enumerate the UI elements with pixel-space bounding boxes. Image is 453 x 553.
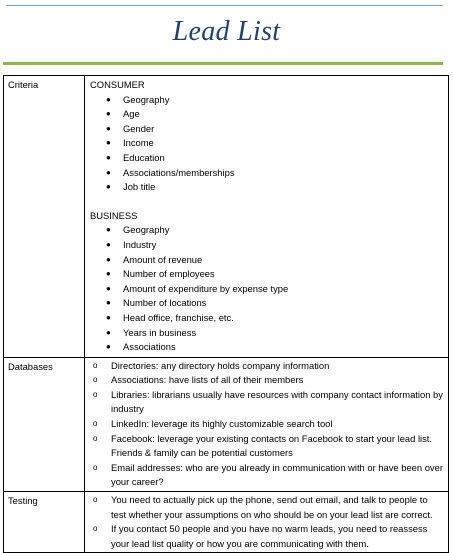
list-item-text: Geography <box>123 224 170 236</box>
list-item-text: Years in business <box>123 326 197 338</box>
criteria-content <box>85 76 449 358</box>
bullet-icon: ● <box>106 152 111 162</box>
list-item-text: Geography <box>123 93 170 105</box>
circle-bullet-icon: o <box>93 462 98 472</box>
list-item <box>90 417 445 432</box>
databases-list <box>90 359 445 490</box>
table-row-testing <box>4 492 449 553</box>
testing-content <box>85 492 449 553</box>
list-item-text: Head office, franchise, etc. <box>123 311 234 323</box>
list-item-text: Industry <box>123 238 157 250</box>
row-label-databases: Databases <box>4 357 85 491</box>
top-divider <box>6 5 443 6</box>
list-item-text: Associations <box>123 341 176 353</box>
list-item-text: Gender <box>123 122 155 134</box>
list-item-text: Number of employees <box>123 268 215 280</box>
bullet-icon: ● <box>106 138 111 148</box>
list-item <box>90 282 445 297</box>
circle-bullet-icon: o <box>93 524 98 534</box>
lead-list-table <box>3 75 449 553</box>
circle-bullet-icon: o <box>93 375 98 385</box>
page-title: Lead List <box>172 16 281 47</box>
list-item-text: Facebook: leverage your existing contacts on Facebook to start your lead list. Friends & family can be potential customers <box>111 432 433 459</box>
consumer-heading: CONSUMER <box>90 79 145 90</box>
list-item <box>90 326 445 341</box>
row-label-criteria: Criteria <box>4 76 85 358</box>
bullet-icon: ● <box>106 298 111 308</box>
business-criteria-list <box>90 223 445 354</box>
list-item <box>90 373 445 388</box>
list-item <box>90 311 445 326</box>
list-item-text: Age <box>123 108 140 120</box>
list-item <box>90 461 445 490</box>
list-item-text: Amount of expenditure by expense type <box>123 282 289 294</box>
list-item <box>90 180 445 195</box>
list-item-text: Directories: any directory holds company information <box>111 359 330 371</box>
bullet-icon: ● <box>106 109 111 119</box>
list-item-text: Associations: have lists of all of their members <box>111 374 304 386</box>
business-heading: BUSINESS <box>90 209 138 221</box>
bullet-icon: ● <box>106 94 111 104</box>
list-item-text: Job title <box>123 181 156 193</box>
list-item <box>90 359 445 374</box>
bullet-icon: ● <box>106 254 111 264</box>
bullet-icon: ● <box>106 269 111 279</box>
list-item-text: Email addresses: who are you already in communication with or have been over your career? <box>111 461 443 488</box>
list-item-text: LinkedIn: leverage its highly customizable search tool <box>111 418 333 430</box>
list-item <box>90 253 445 268</box>
list-item <box>90 493 445 522</box>
bullet-icon: ● <box>106 182 111 192</box>
bullet-icon: ● <box>106 283 111 293</box>
list-item <box>90 238 445 253</box>
list-item-text: Amount of revenue <box>123 253 203 265</box>
list-item <box>90 522 445 551</box>
row-label-testing: Testing <box>4 492 85 553</box>
testing-list <box>90 493 445 551</box>
list-item-text: If you contact 50 people and you have no warm leads, you need to reassess your lead list quality or how you are communicating with them. <box>111 523 428 549</box>
bullet-icon: ● <box>106 312 111 322</box>
bullet-icon: ● <box>106 167 111 177</box>
table-row-databases <box>4 357 449 491</box>
list-item-text: Income <box>123 137 154 149</box>
bullet-icon: ● <box>106 225 111 235</box>
list-item <box>90 122 445 137</box>
table-row-criteria <box>4 76 449 358</box>
list-item-text: Education <box>123 151 165 163</box>
list-item <box>90 93 445 108</box>
list-item-text: Libraries: librarians usually have resources with company contact information by industry <box>111 388 443 415</box>
list-item-text: Associations/memberships <box>123 166 235 178</box>
list-item <box>90 267 445 282</box>
list-item-text: You need to actually pick up the phone, send out email, and talk to people to test whether your assumptions on who should be on your lead list are correct. <box>111 494 433 520</box>
list-item <box>90 107 445 122</box>
list-item <box>90 166 445 181</box>
list-item <box>90 340 445 355</box>
bullet-icon: ● <box>106 327 111 337</box>
databases-content <box>85 357 449 491</box>
list-item <box>90 388 445 417</box>
title-underline <box>3 62 443 65</box>
list-item <box>90 151 445 166</box>
circle-bullet-icon: o <box>93 495 98 505</box>
list-item <box>90 223 445 238</box>
circle-bullet-icon: o <box>93 360 98 370</box>
list-item <box>90 296 445 311</box>
bullet-icon: ● <box>106 342 111 352</box>
circle-bullet-icon: o <box>93 419 98 429</box>
circle-bullet-icon: o <box>93 433 98 443</box>
bullet-icon: ● <box>106 123 111 133</box>
circle-bullet-icon: o <box>93 389 98 399</box>
list-item <box>90 136 445 151</box>
list-item <box>90 432 445 461</box>
list-item-text: Number of locations <box>123 297 207 309</box>
bullet-icon: ● <box>106 239 111 249</box>
consumer-criteria-list <box>90 93 445 195</box>
